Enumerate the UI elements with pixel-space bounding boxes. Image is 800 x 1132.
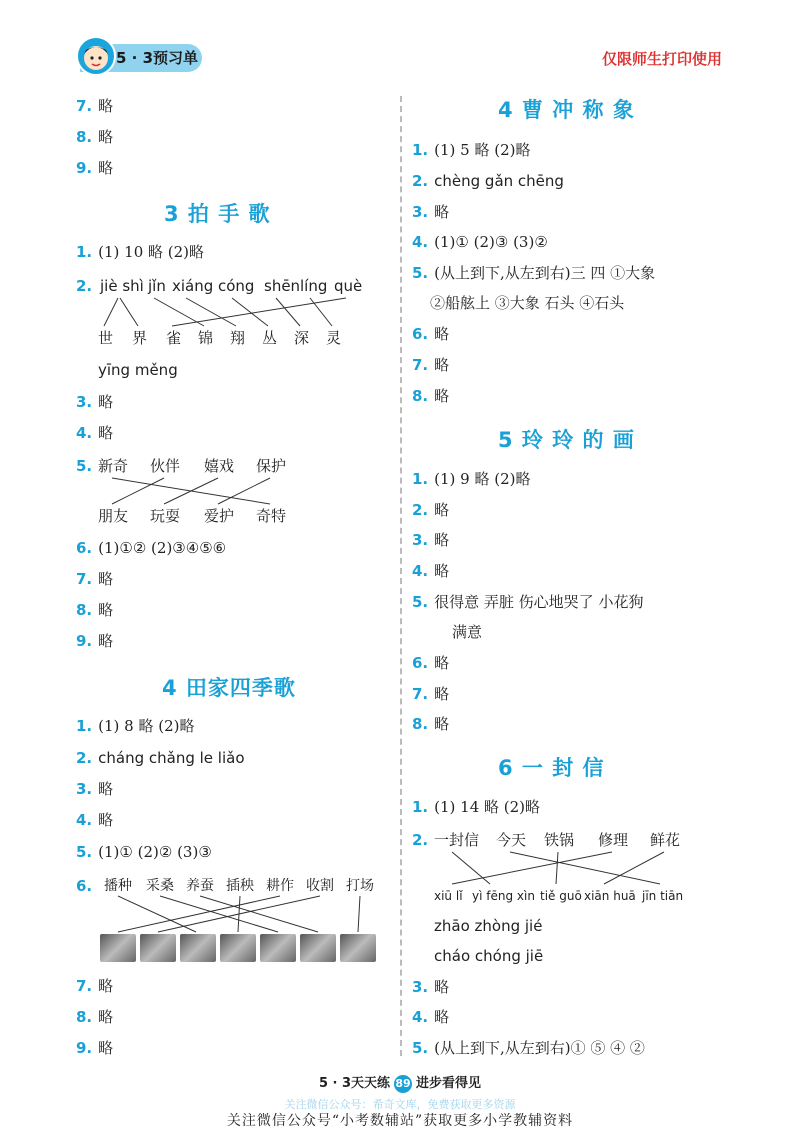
char: 深 bbox=[294, 329, 310, 347]
pinyin-word: jīn tiān bbox=[642, 889, 684, 903]
list-item: 8. 略 bbox=[412, 387, 450, 405]
pinyin-word: xiū lǐ bbox=[434, 889, 463, 903]
farm-photo bbox=[180, 934, 216, 962]
list-item: 2. bbox=[412, 831, 429, 849]
section-title: 6 一 封 信 bbox=[498, 756, 605, 780]
word: 养蚕 bbox=[186, 878, 214, 894]
pinyin-word: líng bbox=[300, 277, 328, 295]
list-item: 8. 略 bbox=[412, 715, 450, 733]
section-title: 4 曹 冲 称 象 bbox=[498, 98, 635, 122]
word: 新奇 bbox=[98, 457, 129, 475]
word: 今天 bbox=[496, 831, 527, 849]
list-item: 4. 略 bbox=[76, 811, 114, 829]
list-item: 3. 略 bbox=[412, 531, 450, 549]
list-item: 1. (1) 5 略 (2)略 bbox=[412, 141, 531, 159]
list-item: 3. 略 bbox=[412, 203, 450, 221]
list-item: 8. 略 bbox=[76, 1008, 114, 1026]
word: 朋友 bbox=[98, 507, 129, 525]
list-item: 7. 略 bbox=[412, 356, 450, 374]
word: 收割 bbox=[306, 878, 334, 894]
list-item: 2. 略 bbox=[412, 501, 450, 519]
farm-photo bbox=[220, 934, 256, 962]
list-item: 8. 略 bbox=[76, 128, 114, 146]
farm-photo bbox=[140, 934, 176, 962]
list-item: 5. (1)① (2)② (3)③ bbox=[76, 843, 212, 861]
pinyin-line: yīng měng bbox=[98, 361, 178, 379]
list-item: 3. 略 bbox=[76, 393, 114, 411]
list-item: 6. bbox=[76, 877, 93, 895]
list-item: 7. 略 bbox=[76, 97, 114, 115]
word: 鲜花 bbox=[650, 831, 681, 849]
list-item: 4. 略 bbox=[412, 1008, 450, 1026]
pinyin-line: cháo chóng jiē bbox=[434, 947, 544, 965]
word: 奇特 bbox=[256, 507, 287, 525]
char: 翔 bbox=[230, 329, 246, 347]
pinyin-word: xiān huā bbox=[584, 889, 636, 903]
word: 打场 bbox=[346, 878, 374, 894]
list-item: 6. 略 bbox=[412, 325, 450, 343]
char: 锦 bbox=[198, 329, 214, 347]
list-item: 2. chèng gǎn chēng bbox=[412, 172, 564, 190]
farm-photo bbox=[100, 934, 136, 962]
word: 播种 bbox=[104, 878, 132, 894]
list-item-continued: 满意 bbox=[452, 623, 483, 641]
cartoon-face-icon bbox=[78, 38, 114, 74]
list-item: 1. (1) 14 略 (2)略 bbox=[412, 798, 541, 816]
farm-photo bbox=[300, 934, 336, 962]
list-item: 7. 略 bbox=[76, 570, 114, 588]
list-item: 2. cháng chǎng le liǎo bbox=[76, 749, 245, 767]
list-item: 6. 略 bbox=[412, 654, 450, 672]
page-footer bbox=[0, 1072, 800, 1093]
print-notice: 仅限师生打印使用 bbox=[601, 50, 722, 68]
list-item: 1. (1) 8 略 (2)略 bbox=[76, 717, 195, 735]
list-item: 4. 略 bbox=[76, 424, 114, 442]
farm-photo bbox=[340, 934, 376, 962]
page-number: 89 bbox=[394, 1075, 412, 1093]
list-item: 4. (1)① (2)③ (3)② bbox=[412, 233, 548, 251]
list-item: 5. (从上到下,从左到右)三 四 ①大象 bbox=[412, 264, 656, 282]
list-item: 9. 略 bbox=[76, 632, 114, 650]
list-item: 4. 略 bbox=[412, 562, 450, 580]
watermark: 关注微信公众号：希奇文库，免费获取更多资源 bbox=[284, 1098, 516, 1111]
list-item: 3. 略 bbox=[412, 978, 450, 996]
footer-left: 5 · 3天天练 bbox=[318, 1076, 391, 1091]
char: 丛 bbox=[262, 329, 278, 347]
word: 采桑 bbox=[146, 878, 174, 894]
section-title: 3 拍 手 歌 bbox=[164, 202, 271, 226]
pinyin-word: yì fēng xìn bbox=[472, 889, 535, 903]
list-item: 1. (1) 9 略 (2)略 bbox=[412, 470, 531, 488]
section-title: 5 玲 玲 的 画 bbox=[498, 428, 635, 452]
list-item: 8. 略 bbox=[76, 601, 114, 619]
word: 嬉戏 bbox=[204, 457, 235, 475]
section-title: 4 田家四季歌 bbox=[162, 676, 296, 700]
list-item: 7. 略 bbox=[412, 685, 450, 703]
list-item: 6. (1)①② (2)③④⑤⑥ bbox=[76, 539, 227, 557]
word: 插秧 bbox=[226, 878, 254, 894]
list-item: 1. (1) 10 略 (2)略 bbox=[76, 243, 205, 261]
pinyin-word: jǐn bbox=[148, 277, 166, 295]
column-divider bbox=[400, 96, 402, 1056]
farm-photo bbox=[260, 934, 296, 962]
char: 世 bbox=[98, 329, 114, 347]
list-item: 9. 略 bbox=[76, 1039, 114, 1057]
list-item: 5. 很得意 弄脏 伤心地哭了 小花狗 bbox=[412, 593, 644, 611]
list-item: 2. bbox=[76, 277, 93, 295]
pinyin-word: jiè shì bbox=[100, 277, 144, 295]
word: 耕作 bbox=[266, 878, 294, 894]
char: 雀 bbox=[166, 329, 182, 347]
pinyin-word: tiě guō bbox=[540, 889, 582, 903]
avatar bbox=[76, 36, 116, 76]
list-item: 5. bbox=[76, 457, 93, 475]
word: 修理 bbox=[598, 831, 629, 849]
word: 一封信 bbox=[434, 831, 480, 849]
pinyin-word: cóng bbox=[218, 277, 255, 295]
pinyin-word: shēn bbox=[264, 277, 301, 295]
pinyin-line: zhāo zhòng jié bbox=[434, 917, 543, 935]
list-item: 3. 略 bbox=[76, 780, 114, 798]
list-item: 7. 略 bbox=[76, 977, 114, 995]
word: 伙伴 bbox=[150, 457, 181, 475]
word: 玩耍 bbox=[150, 507, 181, 525]
footer-right: 进步看得见 bbox=[416, 1076, 482, 1091]
list-item: 9. 略 bbox=[76, 159, 114, 177]
word: 爱护 bbox=[204, 507, 235, 525]
word: 铁锅 bbox=[544, 831, 575, 849]
watermark: 关注微信公众号“小考数辅站”获取更多小学教辅资料 bbox=[226, 1113, 574, 1129]
pinyin-word: xiáng bbox=[172, 277, 214, 295]
pinyin-word: què bbox=[334, 277, 363, 295]
header-badge: 5 · 3预习单 bbox=[80, 44, 202, 72]
char: 灵 bbox=[326, 329, 342, 347]
list-item: 5. (从上到下,从左到右)① ⑤ ④ ② bbox=[412, 1039, 645, 1057]
char: 界 bbox=[132, 329, 148, 347]
list-item-continued: ②船舷上 ③大象 石头 ④石头 bbox=[430, 294, 625, 312]
word: 保护 bbox=[256, 457, 287, 475]
